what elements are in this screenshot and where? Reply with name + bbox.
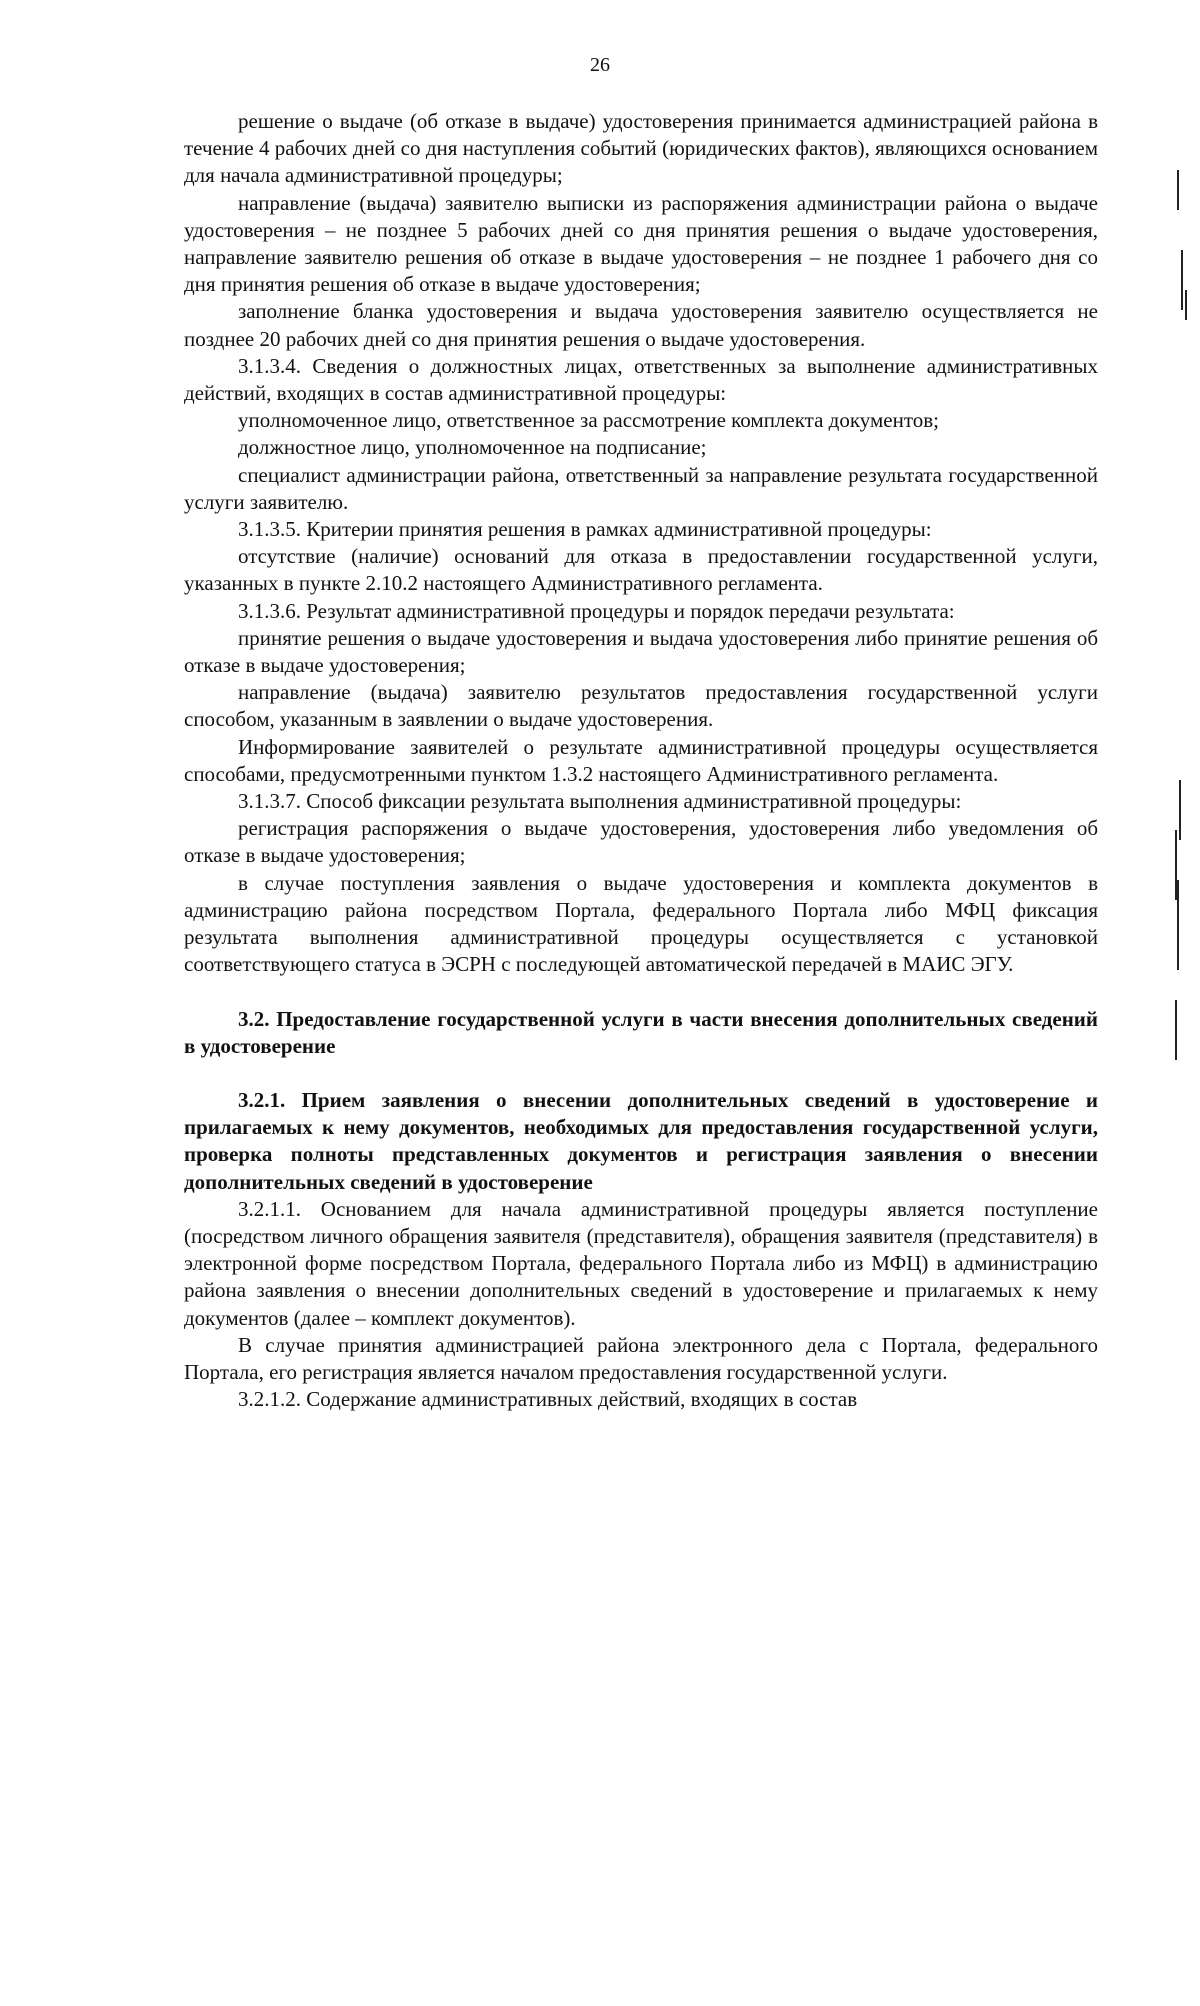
paragraph: В случае принятия администрацией района электронного дела с Портала, федерального Портала, его регистрация является началом предоставления государственной услуги. xyxy=(184,1332,1098,1384)
scan-artifact-line xyxy=(1177,880,1179,970)
paragraph: регистрация распоряжения о выдаче удостоверения, удостоверения либо уведомления об отказе в выдаче удостоверения; xyxy=(184,816,1098,868)
paragraph: 3.1.3.6. Результат административной процедуры и порядок передачи результата: xyxy=(238,598,955,623)
paragraph: заполнение бланка удостоверения и выдача удостоверения заявителю осуществляется не позднее 20 рабочих дней со дня принятия решения о выдаче удостоверения. xyxy=(184,299,1098,351)
paragraph: специалист администрации района, ответственный за направление результата государственной услуги заявителю. xyxy=(184,462,1098,514)
paragraph: должностное лицо, уполномоченное на подписание; xyxy=(238,435,707,460)
scan-artifact-line xyxy=(1177,170,1179,210)
paragraph: в случае поступления заявления о выдаче удостоверения и комплекта документов в администрацию района посредством Портала, федерального Портала либо МФЦ фиксация результата выполнения административной процедуры осуществляется с установкой соответствующего статуса в ЭСРН с последующей автоматической передачей в МАИС ЭГУ. xyxy=(184,870,1098,977)
paragraph: 3.2.1.1. Основанием для начала административной процедуры является поступление (посредством личного обращения заявителя (представителя), обращения заявителя (представителя) в электронной форме посредством Портала, федерального Портала либо из МФЦ) в администрацию района заявления о внесении дополнительных сведений в удостоверение и прилагаемых к нему документов (далее – комплект документов). xyxy=(184,1196,1098,1330)
paragraph: уполномоченное лицо, ответственное за рассмотрение комплекта документов; xyxy=(238,408,939,433)
paragraph: 3.1.3.7. Способ фиксации результата выполнения административной процедуры: xyxy=(238,789,962,814)
paragraph: 3.1.3.5. Критерии принятия решения в рамках административной процедуры: xyxy=(238,517,932,542)
paragraph: решение о выдаче (об отказе в выдаче) удостоверения принимается администрацией района в течение 4 рабочих дней со дня наступления событий (юридических фактов), являющихся основанием для начала административной процедуры; xyxy=(184,109,1098,188)
scan-artifact-line xyxy=(1185,290,1187,320)
page-number: 26 xyxy=(590,54,610,76)
paragraph: 3.2.1.2. Содержание административных действий, входящих в состав xyxy=(238,1387,858,1412)
scan-artifact-line xyxy=(1179,780,1181,840)
spacer xyxy=(184,979,1098,1006)
paragraph: направление (выдача) заявителю выписки из распоряжения администрации района о выдаче удостоверения – не позднее 5 рабочих дней со дня принятия решения о выдаче удостоверения, направление заявителю решения об отказе в выдаче удостоверения – не позднее 1 рабочего дня со дня принятия решения об отказе в выдаче удостоверения; xyxy=(184,190,1098,297)
document-body xyxy=(184,108,1098,1413)
scan-artifact-line xyxy=(1181,250,1183,310)
paragraph: 3.1.3.4. Сведения о должностных лицах, ответственных за выполнение административных действий, входящих в состав административной процедуры: xyxy=(184,353,1098,406)
section-heading: 3.2. Предоставление государственной услуги в части внесения дополнительных сведений в удостоверение xyxy=(184,1006,1098,1058)
subsection-heading: 3.2.1. Прием заявления о внесении дополнительных сведений в удостоверение и прилагаемых к нему документов, необходимых для предоставления государственной услуги, проверка полноты представленных документов и регистрация заявления о внесении дополнительных сведений в удостоверение xyxy=(184,1087,1098,1194)
paragraph: принятие решения о выдаче удостоверения и выдача удостоверения либо принятие решения об отказе в выдаче удостоверения; xyxy=(184,625,1098,678)
paragraph: отсутствие (наличие) оснований для отказа в предоставлении государственной услуги, указанных в пункте 2.10.2 настоящего Административного регламента. xyxy=(184,544,1098,596)
spacer xyxy=(184,1060,1098,1087)
scan-artifact-line xyxy=(1175,1000,1177,1060)
paragraph: направление (выдача) заявителю результатов предоставления государственной услуги способом, указанным в заявлении о выдаче удостоверения. xyxy=(184,680,1098,732)
paragraph: Информирование заявителей о результате административной процедуры осуществляется способами, предусмотренными пунктом 1.3.2 настоящего Административного регламента. xyxy=(184,734,1098,786)
